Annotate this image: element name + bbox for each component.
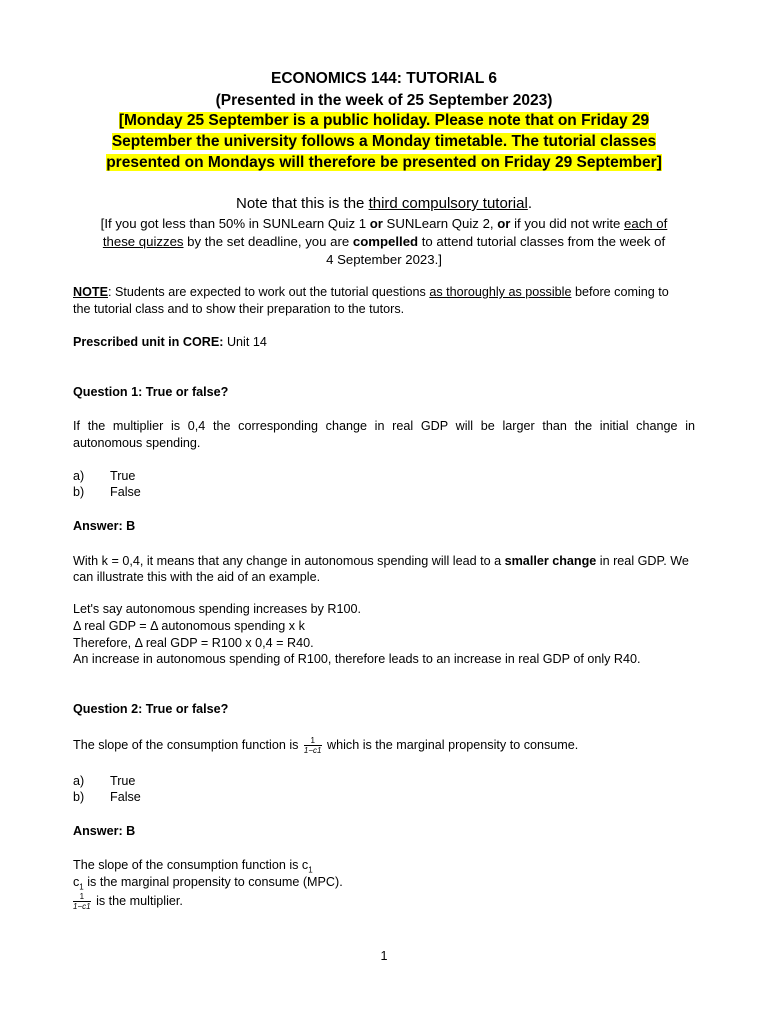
condition-line-2: these quizzes by the set deadline, you are compelled to attend tutorial classes from the week of xyxy=(102,234,666,249)
question-1-answer: Answer: B xyxy=(73,519,136,533)
q1-explanation-line-2: can illustrate this with the aid of an example. xyxy=(73,570,321,584)
note-line-2: the tutorial class and to show their preparation to the tutors. xyxy=(73,302,405,316)
q1-option-a: True xyxy=(110,469,136,483)
q2-option-a-letter: a) xyxy=(73,774,85,788)
notice-line-1: [Monday 25 September is a public holiday. Please note that on Friday 29 xyxy=(118,112,650,129)
q1-example-line-4: An increase in autonomous spending of R100, therefore leads to an increase in real GDP of only R40. xyxy=(73,652,641,666)
q1-option-b-letter: b) xyxy=(73,485,85,499)
question-1-heading: Question 1: True or false? xyxy=(73,385,229,399)
compulsory-note: Note that this is the third compulsory tutorial. xyxy=(236,195,532,212)
q1-option-b: False xyxy=(110,485,141,499)
notice-line-3: presented on Mondays will therefore be presented on Friday 29 September] xyxy=(106,154,662,171)
q2-option-b: False xyxy=(110,790,141,804)
question-2-statement: The slope of the consumption function is $\frac{1}{1-c1}$ which is the marginal propensity to consume. xyxy=(73,736,579,756)
multiplier-fraction-2: $\frac{1}{1-c1}$ xyxy=(73,892,91,912)
q2-option-a: True xyxy=(110,774,136,788)
q2-explanation-line-2: $c_1$ is the marginal propensity to consume (MPC). xyxy=(73,875,343,892)
condition-line-1: [If you got less than 50% in SUNLearn Quiz 1 or SUNLearn Quiz 2, or if you did not write each of xyxy=(100,216,668,231)
q1-example-line-1: Let's say autonomous spending increases by R100. xyxy=(73,602,362,616)
question-2-heading: Question 2: True or false? xyxy=(73,702,229,716)
notice-line-2: September the university follows a Monday timetable. The tutorial classes xyxy=(111,133,657,150)
q1-explanation-line-1: With k = 0,4, it means that any change in autonomous spending will lead to a smaller change in real GDP. We xyxy=(73,554,689,568)
condition-line-3: 4 September 2023.] xyxy=(326,252,442,267)
question-2-answer: Answer: B xyxy=(73,824,136,838)
q2-explanation-line-1: The slope of the consumption function is $c_1$ xyxy=(73,858,313,875)
page-number: 1 xyxy=(380,949,388,963)
prescribed-unit: Prescribed unit in CORE: Unit 14 xyxy=(73,335,267,349)
document-subtitle: (Presented in the week of 25 September 2023) xyxy=(215,92,553,109)
note-line-1: NOTE: Students are expected to work out the tutorial questions as thoroughly as possible before coming to xyxy=(73,285,669,299)
q2-explanation-line-3: $\frac{1}{1-c1}$ is the multiplier. xyxy=(73,892,183,912)
q1-example-line-3: Therefore, Δ real GDP = R100 x 0,4 = R40. xyxy=(73,636,314,650)
document-title: ECONOMICS 144: TUTORIAL 6 xyxy=(271,70,497,87)
q1-example-line-2: Δ real GDP = Δ autonomous spending x k xyxy=(73,619,305,633)
multiplier-fraction: $\frac{1}{1-c1}$ xyxy=(303,736,322,756)
question-1-statement-line-1: If the multiplier is 0,4 the corresponding change in real GDP will be larger than the initial change in xyxy=(73,419,695,433)
q1-option-a-letter: a) xyxy=(73,469,85,483)
q2-option-b-letter: b) xyxy=(73,790,85,804)
question-1-statement-line-2: autonomous spending. xyxy=(73,436,201,450)
